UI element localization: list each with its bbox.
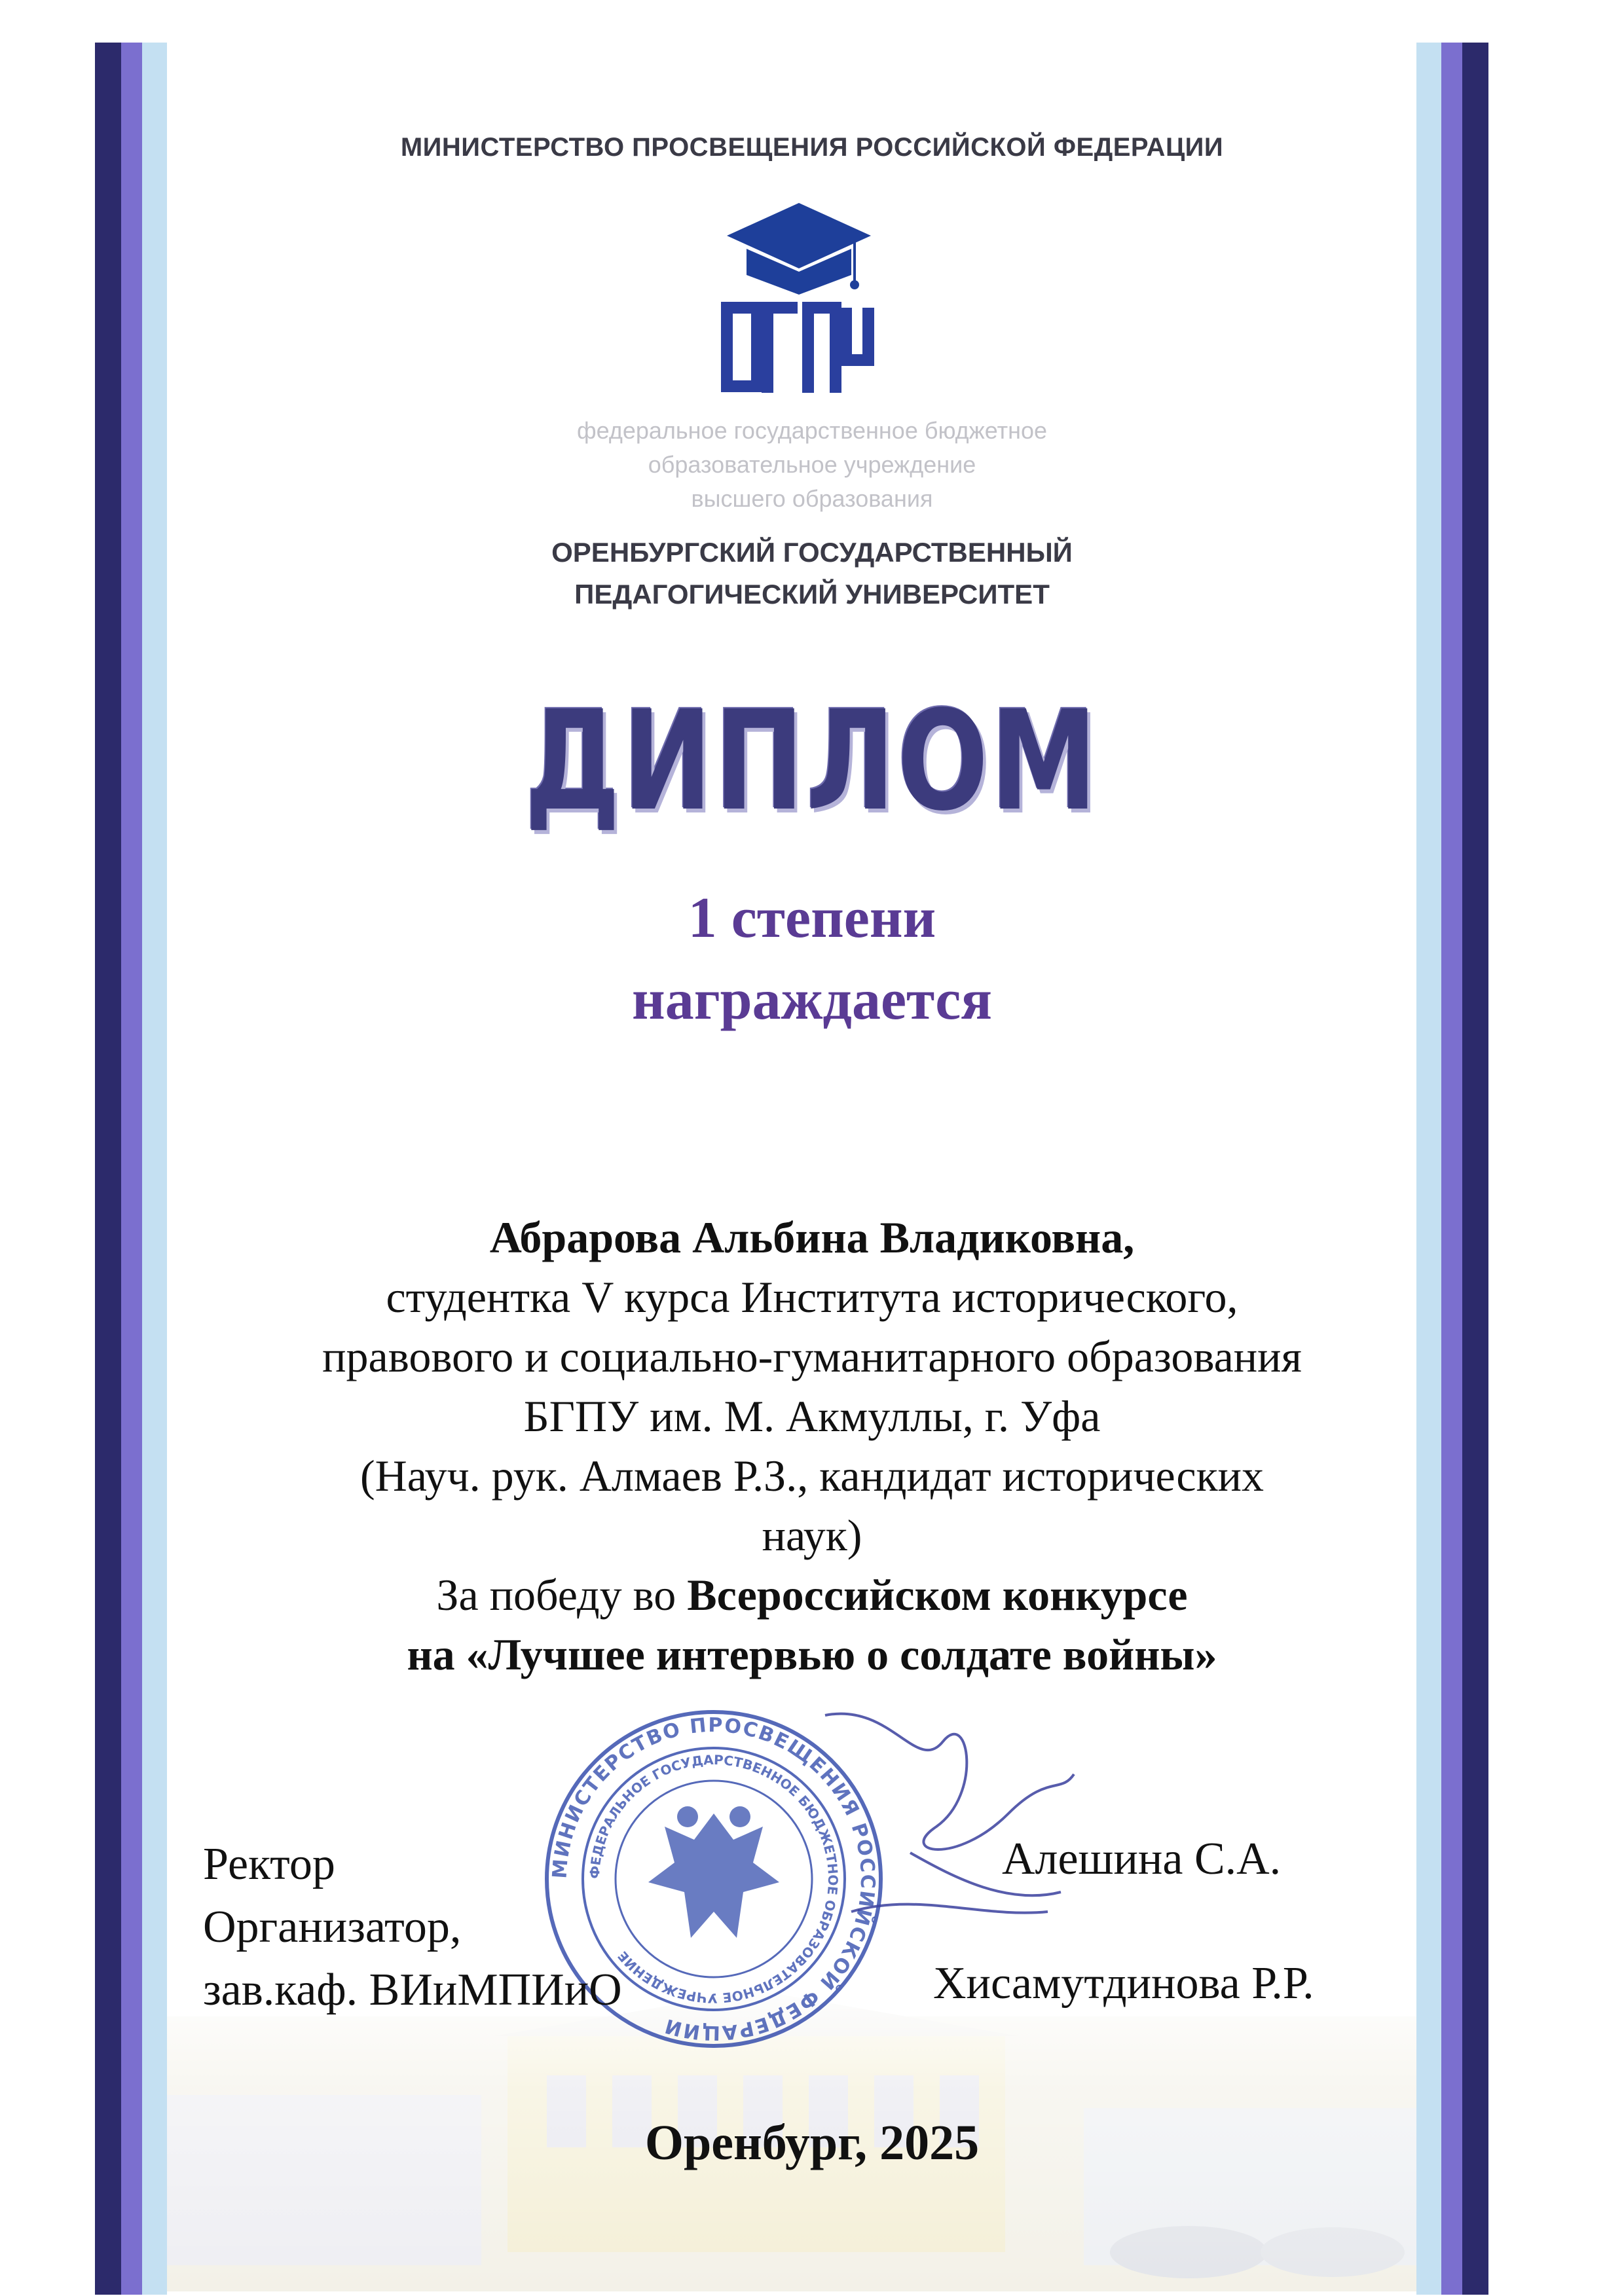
university-name-line: ОРЕНБУРГСКИЙ ГОСУДАРСТВЕННЫЙ (551, 537, 1073, 568)
university-logo (720, 196, 877, 406)
award-reason-contest: Всероссийском конкурсе (687, 1570, 1188, 1620)
recipient-description-line: правового и социально-гуманитарного образования (322, 1332, 1302, 1381)
svg-text:ФЕДЕРАЛЬНОЕ ГОСУДАРСТВЕННОЕ БЮ: ФЕДЕРАЛЬНОЕ ГОСУДАРСТВЕННОЕ БЮДЖЕТНОЕ ОБРАЗОВАТЕЛЬНОЕ УЧРЕЖДЕНИЕ (586, 1751, 841, 2007)
organizer-title-line2: зав.каф. ВИиМПИиО (203, 1965, 622, 2015)
border-stripe-left-light (142, 43, 167, 2295)
organizer-name: Хисамутдинова Р.Р. (933, 1958, 1314, 2009)
border-stripe-left-dark (95, 43, 121, 2295)
recipient-description-line: студентка V курса Института исторического, (386, 1272, 1238, 1322)
institution-type (0, 414, 1624, 516)
city-year: Оренбург, 2025 (644, 2115, 980, 2170)
border-stripe-right-dark (1462, 43, 1488, 2295)
rector-title: Ректор (203, 1839, 335, 1889)
border-stripe-right-light (1416, 43, 1441, 2295)
institution-type-line: образовательное учреждение (648, 451, 976, 478)
recipient-description-line: (Науч. рук. Алмаев Р.З., кандидат исторических (360, 1451, 1264, 1501)
recipient-description-line: наук) (762, 1510, 862, 1560)
award-reason-line2 (0, 1625, 1624, 1685)
handwritten-signature (812, 1696, 1087, 1944)
border-stripe-left-mid (121, 43, 142, 2295)
degree-text: 1 степени (688, 886, 936, 950)
award-reason-prefix: За победу во (436, 1570, 688, 1620)
border-stripe-right-mid (1441, 43, 1462, 2295)
university-name (0, 532, 1624, 615)
organizer-title-line1: Организатор, (203, 1902, 462, 1952)
recipient-block (0, 1208, 1624, 1685)
recipient-description-line: БГПУ им. М. Акмуллы, г. Уфа (523, 1391, 1101, 1441)
award-reason-line1 (0, 1565, 1624, 1625)
university-name-line: ПЕДАГОГИЧЕСКИЙ УНИВЕРСИТЕТ (574, 579, 1050, 610)
award-reason-contest-title: на «Лучшее интервью о солдате войны» (407, 1630, 1217, 1679)
rector-name: Алешина С.А. (1002, 1834, 1282, 1884)
recipient-name: Абрарова Альбина Владиковна, (489, 1212, 1135, 1262)
signatory-titles (203, 1833, 622, 2022)
institution-type-line: высшего образования (691, 485, 933, 512)
institution-type-line: федеральное государственное бюджетное (576, 417, 1047, 444)
svg-text:МИНИСТЕРСТВО ПРОСВЕЩЕНИЯ РОССИ: МИНИСТЕРСТВО ПРОСВЕЩЕНИЯ РОССИЙСКОЙ ФЕДЕРАЦИИ (548, 1713, 879, 2045)
ministry-name: МИНИСТЕРСТВО ПРОСВЕЩЕНИЯ РОССИЙСКОЙ ФЕДЕРАЦИИ (400, 133, 1224, 162)
awarded-text: награждается (632, 968, 992, 1032)
diploma-title: ДИПЛОМ (525, 681, 1099, 841)
degree-block (0, 877, 1624, 1041)
